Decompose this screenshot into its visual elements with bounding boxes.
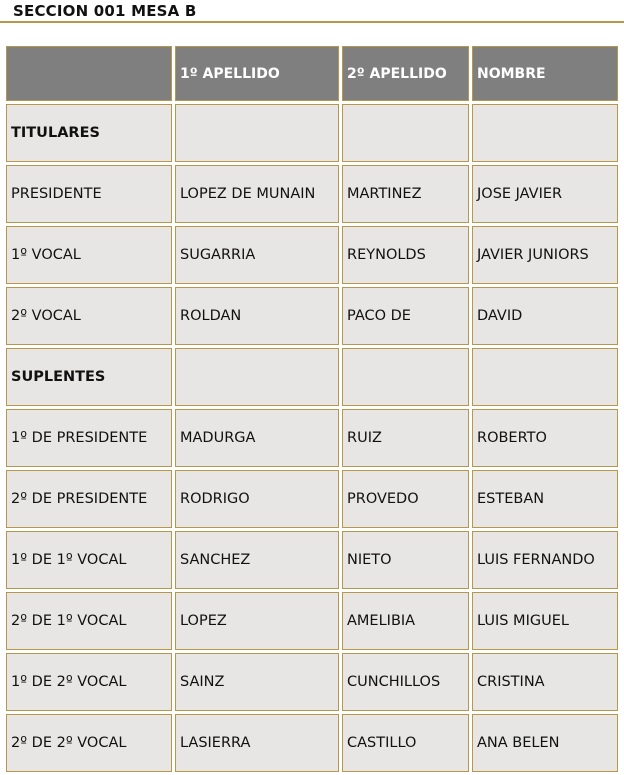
cell-first-surname: MADURGA bbox=[175, 409, 339, 467]
cell-role: TITULARES bbox=[6, 104, 172, 162]
cell-name: JAVIER JUNIORS bbox=[472, 226, 618, 284]
table-row bbox=[6, 714, 618, 772]
cell-first-surname: LOPEZ bbox=[175, 592, 339, 650]
cell-name bbox=[472, 104, 618, 162]
cell-name bbox=[472, 348, 618, 406]
cell-role: SUPLENTES bbox=[6, 348, 172, 406]
cell-role: 1º DE 1º VOCAL bbox=[6, 531, 172, 589]
cell-role: 1º VOCAL bbox=[6, 226, 172, 284]
cell-second-surname: NIETO bbox=[342, 531, 469, 589]
table-row bbox=[6, 165, 618, 223]
cell-first-surname: SUGARRIA bbox=[175, 226, 339, 284]
section-row bbox=[6, 348, 618, 406]
cell-second-surname: CASTILLO bbox=[342, 714, 469, 772]
cell-first-surname: LASIERRA bbox=[175, 714, 339, 772]
cell-second-surname: MARTINEZ bbox=[342, 165, 469, 223]
table-row bbox=[6, 470, 618, 528]
cell-first-surname: SAINZ bbox=[175, 653, 339, 711]
table-row bbox=[6, 531, 618, 589]
cell-first-surname bbox=[175, 104, 339, 162]
cell-name: LUIS MIGUEL bbox=[472, 592, 618, 650]
table-row bbox=[6, 409, 618, 467]
cell-second-surname: CUNCHILLOS bbox=[342, 653, 469, 711]
cell-second-surname: REYNOLDS bbox=[342, 226, 469, 284]
header-row bbox=[6, 46, 618, 101]
cell-name: CRISTINA bbox=[472, 653, 618, 711]
cell-second-surname: RUIZ bbox=[342, 409, 469, 467]
header-cell-first-surname: 1º APELLIDO bbox=[175, 46, 339, 101]
table-body bbox=[6, 104, 618, 772]
table-row bbox=[6, 653, 618, 711]
header-cell-role bbox=[6, 46, 172, 101]
cell-name: ROBERTO bbox=[472, 409, 618, 467]
table-header bbox=[6, 46, 618, 101]
cell-first-surname: SANCHEZ bbox=[175, 531, 339, 589]
table-row bbox=[6, 287, 618, 345]
mesa-table bbox=[3, 43, 621, 775]
cell-second-surname: AMELIBIA bbox=[342, 592, 469, 650]
section-row bbox=[6, 104, 618, 162]
page-title: SECCION 001 MESA B bbox=[13, 2, 197, 20]
cell-first-surname: LOPEZ DE MUNAIN bbox=[175, 165, 339, 223]
cell-role: 2º DE PRESIDENTE bbox=[6, 470, 172, 528]
header-cell-name: NOMBRE bbox=[472, 46, 618, 101]
cell-name: DAVID bbox=[472, 287, 618, 345]
table-row bbox=[6, 226, 618, 284]
cell-first-surname bbox=[175, 348, 339, 406]
cell-role: 1º DE PRESIDENTE bbox=[6, 409, 172, 467]
cell-first-surname: ROLDAN bbox=[175, 287, 339, 345]
cell-name: ESTEBAN bbox=[472, 470, 618, 528]
header-cell-second-surname: 2º APELLIDO bbox=[342, 46, 469, 101]
cell-first-surname: RODRIGO bbox=[175, 470, 339, 528]
cell-name: ANA BELEN bbox=[472, 714, 618, 772]
cell-second-surname: PROVEDO bbox=[342, 470, 469, 528]
cell-role: 1º DE 2º VOCAL bbox=[6, 653, 172, 711]
cell-role: PRESIDENTE bbox=[6, 165, 172, 223]
table-row bbox=[6, 592, 618, 650]
cell-second-surname bbox=[342, 104, 469, 162]
cell-second-surname: PACO DE bbox=[342, 287, 469, 345]
cell-role: 2º VOCAL bbox=[6, 287, 172, 345]
cell-name: LUIS FERNANDO bbox=[472, 531, 618, 589]
cell-role: 2º DE 1º VOCAL bbox=[6, 592, 172, 650]
cell-role: 2º DE 2º VOCAL bbox=[6, 714, 172, 772]
title-divider bbox=[0, 21, 624, 23]
cell-name: JOSE JAVIER bbox=[472, 165, 618, 223]
cell-second-surname bbox=[342, 348, 469, 406]
